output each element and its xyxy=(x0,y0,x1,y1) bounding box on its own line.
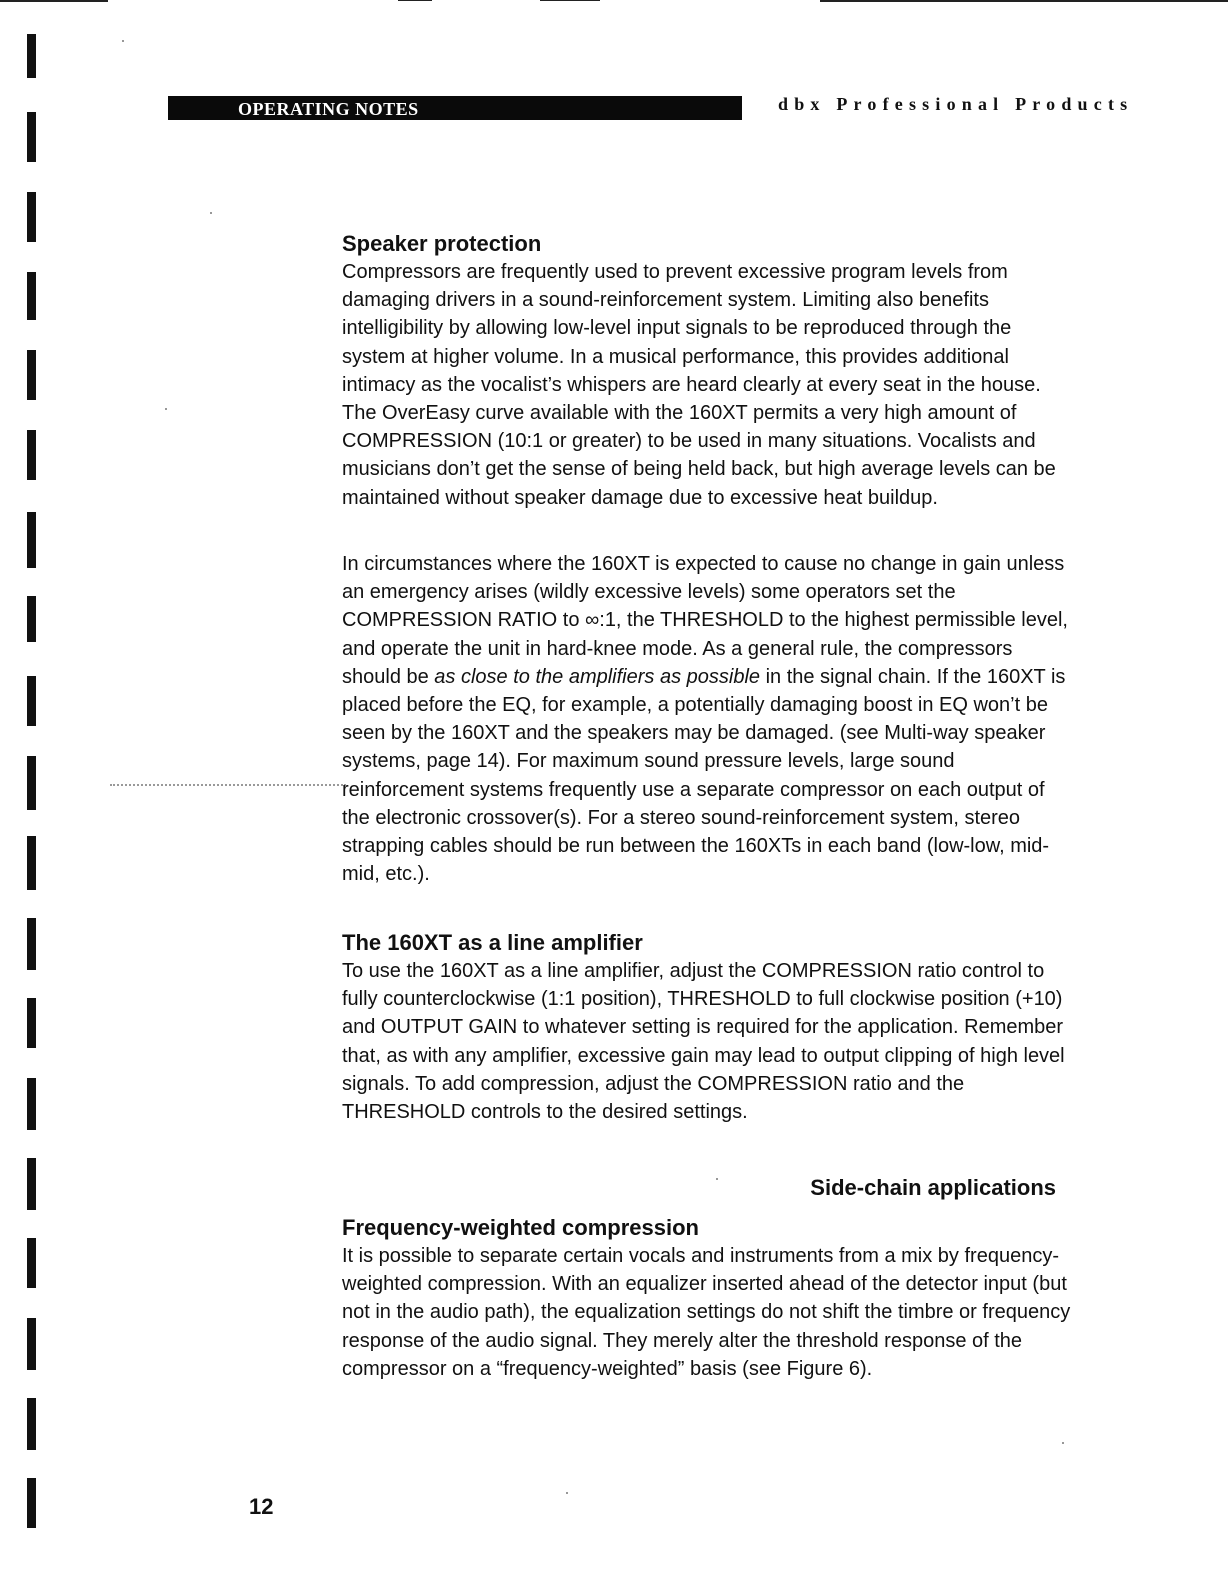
side-chain-heading: Side-chain applications xyxy=(810,1175,1056,1200)
binding-mark xyxy=(27,512,36,568)
binding-mark xyxy=(27,1238,36,1288)
binding-mark xyxy=(27,1318,36,1370)
line-amplifier-section xyxy=(342,929,1072,1126)
binding-mark xyxy=(27,1478,36,1528)
scan-speck xyxy=(122,40,124,42)
frequency-weighted-heading: Frequency-weighted compression xyxy=(342,1215,699,1240)
scan-edge-rule xyxy=(0,0,108,2)
binding-mark xyxy=(27,676,36,726)
scan-edge-rule xyxy=(820,0,1228,2)
paragraph-text: In circumstances where the 160XT is expected to cause no change in gain unless an emergency arises (wildly excessive levels) some operators set the COMPRESSION RATIO to ∞:1, the THRESHOLD to the highest permissible level, and operate the unit in hard-knee mode. As a general rule, the compressors should be xyxy=(342,553,1068,688)
scan-edge-rule xyxy=(540,0,600,1)
scan-dotted-rule xyxy=(110,784,346,786)
section-header-bar xyxy=(168,96,742,120)
binding-mark xyxy=(27,112,36,162)
speaker-protection-continued xyxy=(342,550,1072,888)
section-label: OPERATING NOTES xyxy=(238,99,419,119)
binding-mark xyxy=(27,34,36,78)
binding-mark xyxy=(27,998,36,1048)
speaker-protection-paragraph-1: Compressors are frequently used to prevent excessive program levels from damaging drivers in a sound-reinforcement system. Limiting also benefits intelligibility by allowing low-level input signals to be reproduced through the system at higher volume. In a musical performance, this provides additional intimacy as the vocalist’s whispers are heard clearly at every seat in the house. The OverEasy curve available with the 160XT permits a very high amount of COMPRESSION (10:1 or greater) to be used in many situations. Vocalists and musicians don’t get the sense of being held back, but high average levels can be maintained without speaker damage due to excessive heat buildup. xyxy=(342,261,1056,509)
speaker-protection-heading: Speaker protection xyxy=(342,231,542,256)
emphasis-text: as close to the amplifiers as possible xyxy=(434,665,761,688)
scan-speck xyxy=(210,212,212,214)
binding-mark xyxy=(27,272,36,320)
binding-mark xyxy=(27,836,36,890)
scan-speck xyxy=(566,1492,568,1494)
speaker-protection-paragraph-2 xyxy=(342,550,1072,888)
speaker-protection-section xyxy=(342,230,1072,512)
binding-mark xyxy=(27,918,36,970)
frequency-weighted-paragraph: It is possible to separate certain vocals and instruments from a mix by frequency-weighted compression. With an equalizer inserted ahead of the detector input (but not in the audio path), the equalization settings do not shift the timbre or frequency response of the audio signal. They merely alter the threshold response of the compressor on a “frequency-weighted” basis (see Figure 6). xyxy=(342,1245,1071,1380)
publisher-name: dbx Professional Products xyxy=(778,94,1134,114)
binding-mark xyxy=(27,596,36,642)
scan-speck xyxy=(1062,1442,1064,1444)
paragraph-text: in the signal chain. If the 160XT is placed before the EQ, for example, a potentially damaging boost in EQ won’t be seen by the 160XT and the speakers may be damaged. (see Multi-way speaker systems, page 14). For maximum sound pressure levels, large sound reinforcement systems frequently use a separate compressor on each output of the electronic crossover(s). For a stereo sound-reinforcement system, stereo strapping cables should be run between the 160XTs in each band (low-low, mid-mid, etc.). xyxy=(342,665,1066,886)
binding-mark xyxy=(27,350,36,400)
line-amplifier-paragraph: To use the 160XT as a line amplifier, adjust the COMPRESSION ratio control to fully counterclockwise (1:1 position), THRESHOLD to full clockwise position (+10) and OUTPUT GAIN to whatever setting is required for the application. Remember that, as with any amplifier, excessive gain may lead to output clipping of high level signals. To add compression, adjust the COMPRESSION ratio and the THRESHOLD controls to the desired settings. xyxy=(342,960,1065,1124)
binding-mark xyxy=(27,1398,36,1450)
scan-edge-rule xyxy=(398,0,432,1)
binding-mark xyxy=(27,756,36,810)
binding-mark xyxy=(27,1078,36,1130)
binding-mark xyxy=(27,1158,36,1210)
binding-mark xyxy=(27,430,36,480)
scan-speck xyxy=(165,408,167,410)
side-chain-section xyxy=(342,1174,1072,1383)
binding-mark xyxy=(27,192,36,242)
page-number: 12 xyxy=(249,1494,274,1519)
line-amplifier-heading: The 160XT as a line amplifier xyxy=(342,930,643,955)
